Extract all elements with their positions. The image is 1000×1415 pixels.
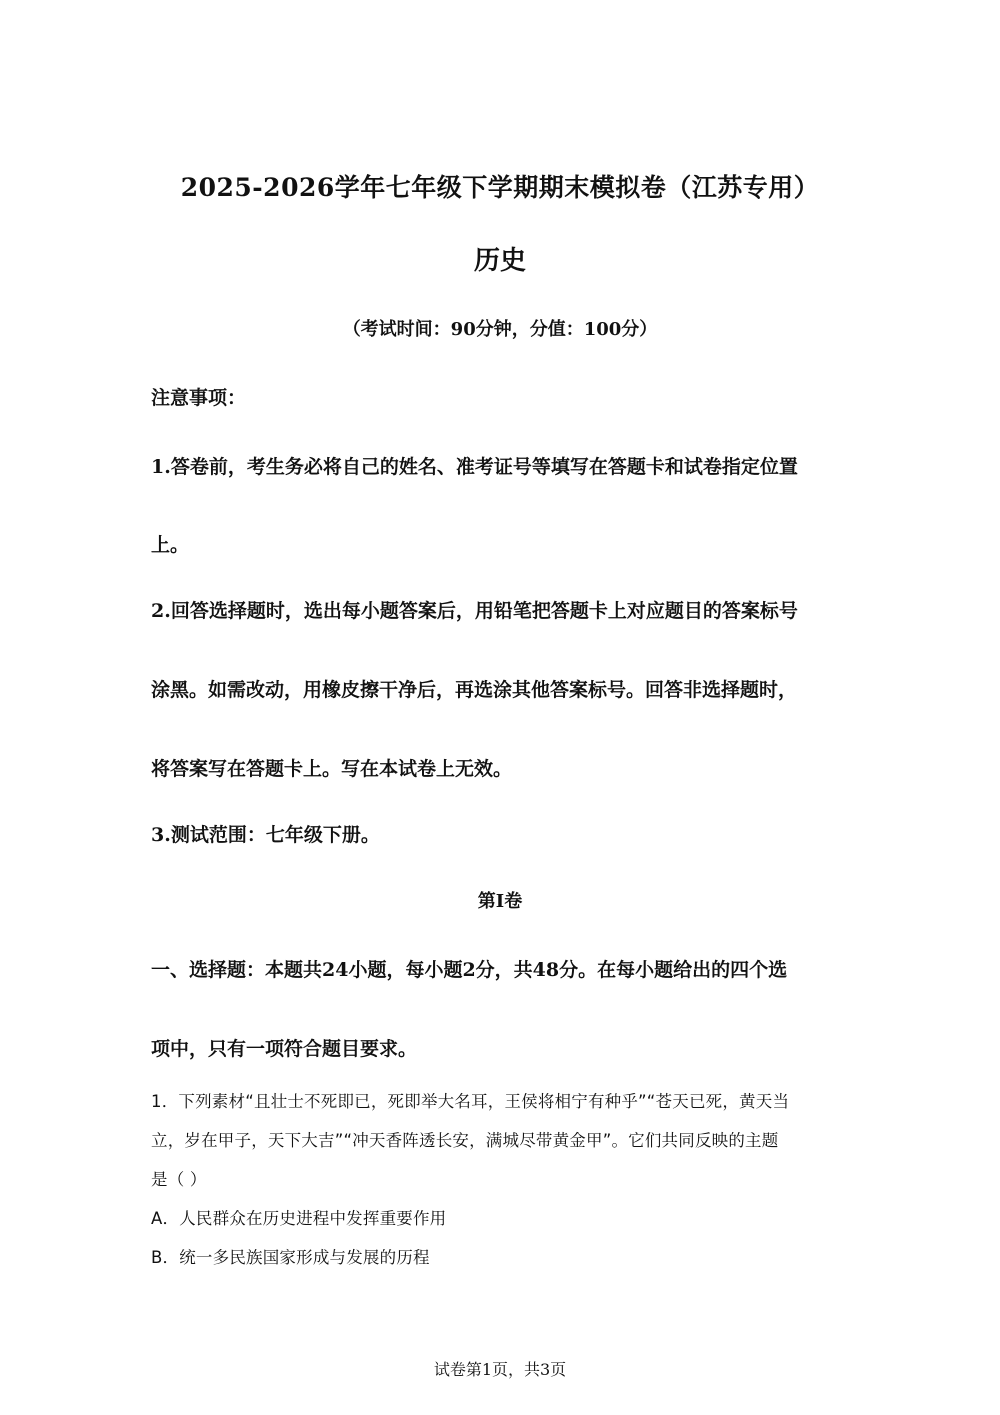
page-footer: 试卷第1页，共3页 [433, 1360, 567, 1379]
section-heading-line-2: 项中，只有一项符合题目要求。 [151, 1038, 418, 1060]
note-line-3: 2.回答选择题时，选出每小题答案后，用铅笔把答题卡上对应题目的答案标号 [151, 600, 798, 622]
exam-info: （考试时间：90分钟，分值：100分） [342, 319, 658, 340]
note-line-5: 将答案写在答题卡上。写在本试卷上无效。 [151, 758, 513, 780]
question-1-line-3: 是（ ） [151, 1170, 207, 1189]
question-1-option-a: A．人民群众在历史进程中发挥重要作用 [151, 1209, 447, 1228]
volume-heading: 第Ⅰ卷 [477, 891, 523, 912]
note-line-4: 涂黑。如需改动，用橡皮擦干净后，再选涂其他答案标号。回答非选择题时， [151, 679, 798, 701]
question-1-option-b: B．统一多民族国家形成与发展的历程 [151, 1248, 430, 1267]
subject-title: 历史 [473, 246, 526, 276]
exam-title: 2025-2026学年七年级下学期期末模拟卷（江苏专用） [180, 173, 820, 202]
note-line-1: 1.答卷前，考生务必将自己的姓名、准考证号等填写在答题卡和试卷指定位置 [151, 456, 798, 478]
question-1-line-2: 立，岁在甲子，天下大吉”“冲天香阵透长安，满城尽带黄金甲”。它们共同反映的主题 [151, 1131, 779, 1150]
note-line-2: 上。 [151, 534, 190, 556]
question-1-line-1: 1．下列素材“且壮士不死即已，死即举大名耳，王侯将相宁有种乎”“苍天已死，黄天当 [151, 1092, 790, 1111]
section-heading-line-1: 一、选择题：本题共24小题，每小题2分，共48分。在每小题给出的四个选 [151, 959, 788, 981]
note-line-6: 3.测试范围：七年级下册。 [151, 824, 380, 846]
notes-heading: 注意事项： [151, 387, 247, 409]
